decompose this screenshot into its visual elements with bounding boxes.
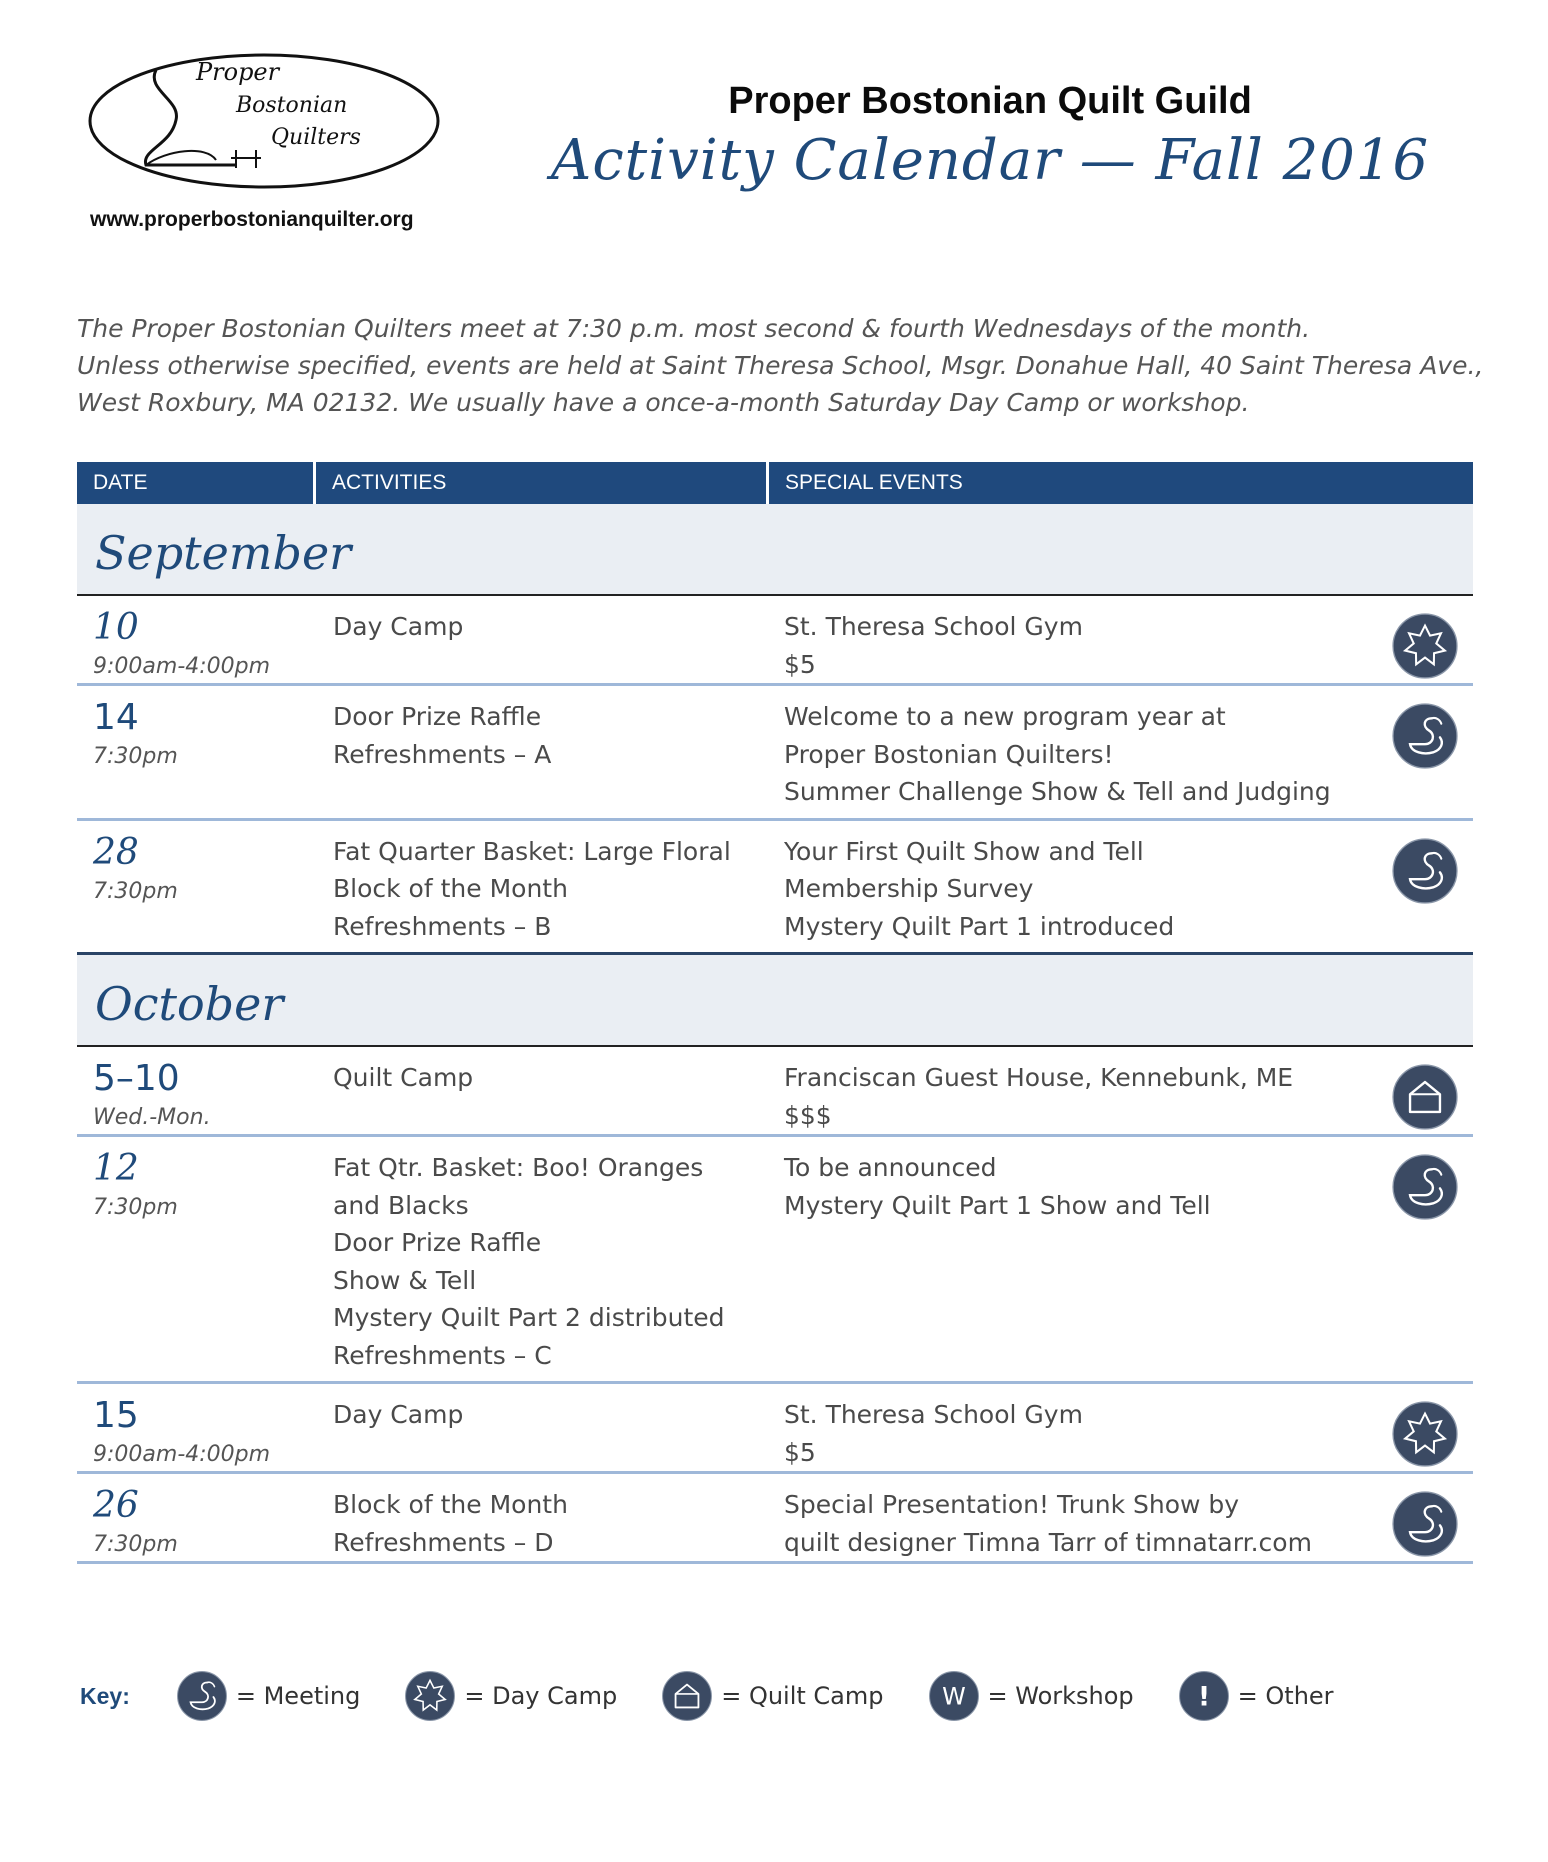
key-item [1178, 1670, 1334, 1722]
special-event-item: Proper Bostonian Quilters! [784, 739, 1114, 769]
activity-item: Refreshments – B [333, 911, 552, 941]
special-events-cell [769, 1047, 1473, 1134]
intro-text [77, 310, 1497, 421]
date-cell [77, 1137, 316, 1381]
month-heading-october: October [77, 955, 1473, 1047]
table-row [77, 1137, 1473, 1384]
special-event-item: Your First Quilt Show and Tell [784, 836, 1144, 866]
header-date: DATE [77, 462, 313, 504]
activity-item: Day Camp [333, 1400, 464, 1429]
special-event-item: $$$ [784, 1100, 832, 1130]
key-item-label: = Other [1237, 1682, 1334, 1710]
table-row [77, 686, 1473, 821]
special-event-item: Mystery Quilt Part 1 introduced [784, 911, 1175, 941]
special-event-item: To be announced [784, 1153, 997, 1182]
table-header [77, 462, 1473, 504]
date-cell [77, 821, 316, 953]
quilt-camp-house-icon [1391, 1063, 1459, 1131]
special-events-cell [769, 821, 1473, 953]
activity-item: Refreshments – C [333, 1340, 552, 1370]
day-camp-star-icon [1391, 1400, 1459, 1468]
activity-item: Fat Qtr. Basket: Boo! Oranges [333, 1153, 704, 1182]
activity-item: Block of the Month [333, 874, 568, 903]
event-day: 10 [93, 607, 139, 648]
guild-logo [86, 50, 442, 192]
date-cell [77, 686, 316, 818]
activities-cell [316, 821, 769, 953]
event-day: 28 [93, 831, 139, 873]
site-url: www.properbostonianquilter.org [90, 208, 414, 231]
logo-text-quilters: Quilters [271, 125, 361, 150]
key-label: Key: [80, 1682, 130, 1709]
special-event-item: Special Presentation! Trunk Show by [784, 1490, 1240, 1519]
date-cell [77, 1047, 316, 1134]
event-day: 26 [93, 1485, 139, 1526]
activity-item: Show & Tell [333, 1265, 477, 1295]
event-time: 7:30pm [93, 1195, 178, 1220]
activities-cell [316, 596, 769, 683]
date-cell [77, 1474, 316, 1561]
activity-item: Day Camp [333, 612, 464, 641]
other-exclamation-icon [1178, 1670, 1230, 1722]
activity-item: Quilt Camp [333, 1063, 474, 1092]
logo-text-proper: Proper [196, 58, 280, 86]
activity-item: Door Prize Raffle [333, 1228, 542, 1257]
activity-item: Fat Quarter Basket: Large Floral [333, 836, 731, 866]
special-event-item: Franciscan Guest House, Kennebunk, ME [784, 1063, 1294, 1092]
svg-text:W: W [941, 1682, 966, 1711]
date-cell [77, 596, 316, 683]
event-day: 15 [93, 1395, 139, 1436]
special-events-cell [769, 1384, 1473, 1471]
workshop-w-icon [928, 1670, 980, 1722]
intro-line: Unless otherwise specified, events are held at Saint Theresa School, Msgr. Donahue Hall, 40 Saint Theresa Ave., [77, 351, 1484, 380]
special-event-item: Summer Challenge Show & Tell and Judging [784, 777, 1331, 806]
event-time: 7:30pm [93, 878, 178, 904]
event-day: 14 [93, 697, 139, 738]
activity-item: Door Prize Raffle [333, 702, 542, 731]
header-activities: ACTIVITIES [316, 462, 766, 504]
table-body [77, 504, 1473, 1564]
quilt-camp-house-icon [661, 1670, 713, 1722]
special-events-cell [769, 1474, 1473, 1561]
event-time: Wed.-Mon. [93, 1105, 211, 1130]
activity-item: Block of the Month [333, 1490, 568, 1519]
guild-name: Proper Bostonian Quilt Guild [728, 80, 1252, 122]
meeting-swan-icon [1391, 702, 1459, 770]
activities-cell [316, 1047, 769, 1134]
key-item-label: = Day Camp [464, 1682, 618, 1710]
intro-line: The Proper Bostonian Quilters meet at 7:30 p.m. most second & fourth Wednesdays of the month. [77, 314, 1311, 343]
logo-text-bostonian: Bostonian [236, 93, 348, 118]
activities-cell [316, 686, 769, 818]
key-item [404, 1670, 617, 1722]
activity-item: Refreshments – D [333, 1527, 554, 1557]
special-event-item: St. Theresa School Gym [784, 612, 1083, 641]
key-item [928, 1670, 1134, 1722]
special-event-item: St. Theresa School Gym [784, 1400, 1083, 1429]
svg-text:!: ! [1197, 1681, 1210, 1713]
special-events-cell [769, 686, 1473, 818]
special-event-item: $5 [784, 649, 816, 679]
calendar-table [77, 462, 1473, 1564]
special-event-item: Welcome to a new program year at [784, 702, 1226, 731]
special-event-item: Membership Survey [784, 874, 1034, 903]
event-time: 9:00am-4:00pm [93, 1442, 271, 1467]
meeting-swan-icon [1391, 1153, 1459, 1221]
day-camp-star-icon [1391, 612, 1459, 680]
date-cell [77, 1384, 316, 1471]
activities-cell [316, 1384, 769, 1471]
event-time: 7:30pm [93, 1532, 178, 1557]
meeting-swan-icon [1391, 1490, 1459, 1558]
meeting-swan-icon [176, 1670, 228, 1722]
activity-item: and Blacks [333, 1190, 469, 1220]
key-item [661, 1670, 883, 1722]
legend-key [80, 1670, 1378, 1722]
key-item-label: = Meeting [235, 1682, 361, 1710]
key-item-label: = Workshop [987, 1682, 1134, 1710]
table-row [77, 1384, 1473, 1474]
special-events-cell [769, 596, 1473, 683]
special-event-item: $5 [784, 1437, 816, 1467]
activities-cell [316, 1137, 769, 1381]
activities-cell [316, 1474, 769, 1561]
header-special-events: SPECIAL EVENTS [769, 462, 1473, 504]
meeting-swan-icon [1391, 837, 1459, 905]
activity-item: Mystery Quilt Part 2 distributed [333, 1303, 725, 1332]
table-row [77, 1474, 1473, 1564]
event-day: 5–10 [93, 1058, 180, 1099]
event-time: 9:00am-4:00pm [93, 654, 271, 679]
table-row [77, 596, 1473, 686]
calendar-title: Activity Calendar — Fall 2016 [550, 128, 1430, 193]
table-row [77, 1047, 1473, 1137]
key-item-label: = Quilt Camp [721, 1682, 884, 1710]
special-events-cell [769, 1137, 1473, 1381]
table-row [77, 821, 1473, 956]
logo-oval-icon [86, 50, 442, 192]
month-heading-september: September [77, 504, 1473, 596]
special-event-item: quilt designer Timna Tarr of timnatarr.com [784, 1527, 1312, 1557]
special-event-item: Mystery Quilt Part 1 Show and Tell [784, 1190, 1211, 1220]
event-time: 7:30pm [93, 744, 178, 769]
event-day: 12 [93, 1148, 139, 1189]
intro-line: West Roxbury, MA 02132. We usually have a once-a-month Saturday Day Camp or workshop. [77, 388, 1250, 417]
key-items [176, 1670, 1378, 1722]
day-camp-star-icon [404, 1670, 456, 1722]
key-item [176, 1670, 361, 1722]
activity-item: Refreshments – A [333, 739, 552, 769]
